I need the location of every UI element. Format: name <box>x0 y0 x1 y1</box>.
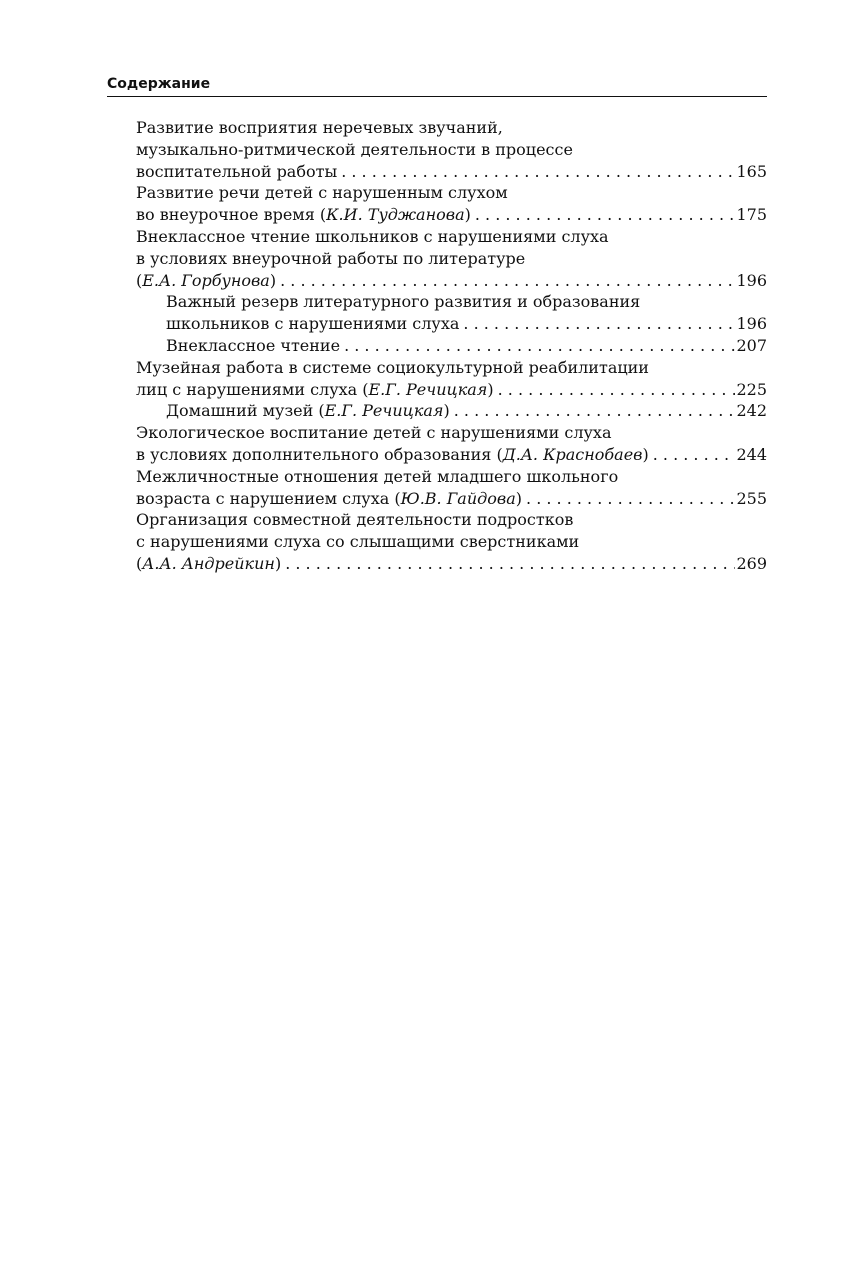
toc-entry-last-line <box>166 400 767 422</box>
toc-entry-title-text <box>136 444 649 466</box>
toc-entry[interactable] <box>136 466 767 510</box>
toc-page-number: 242 <box>736 401 767 421</box>
dot-leader <box>471 204 735 226</box>
dot-leader <box>281 553 735 575</box>
toc-entry-title-line: Важный резерв литературного развития и образования <box>166 292 641 312</box>
toc-entry-title-line: Развитие восприятия неречевых звучаний, <box>136 118 503 137</box>
toc-entry-author: Е.А. Горбунова <box>142 270 270 290</box>
dot-leader <box>522 488 735 510</box>
toc-entry-title-line: Экологическое воспитание детей с нарушениями слуха <box>136 423 612 443</box>
toc-entry-title-line: Развитие речи детей с нарушенным слухом <box>136 183 508 203</box>
toc-entry-title-tail: во внеурочное время ( <box>136 205 327 225</box>
toc-entry-last-line <box>136 270 767 292</box>
toc-entry-title-line: в условиях внеурочной работы по литературе <box>136 248 526 268</box>
dot-leader <box>649 444 735 466</box>
toc-entry-title-line: Музейная работа в системе социокультурной реабилитации <box>136 357 649 377</box>
toc-entry-title-text <box>136 204 471 226</box>
toc-entry-closing-paren: ) <box>642 444 649 464</box>
toc-entry-title-text <box>136 488 522 510</box>
toc-entry-title-line: Организация совместной деятельности подростков <box>136 510 574 530</box>
dot-leader <box>450 400 735 422</box>
toc-entry-title-tail: ( <box>136 553 143 573</box>
toc-entry-title-tail: Домашний музей ( <box>166 401 325 421</box>
toc-entry[interactable] <box>136 182 767 226</box>
toc-entry-last-line <box>136 553 767 575</box>
toc-entry[interactable] <box>136 117 767 182</box>
toc-page-number: 207 <box>736 335 767 355</box>
toc-entry-last-line <box>166 335 767 357</box>
toc-page-number: 269 <box>736 553 767 573</box>
toc-entry-title-line: с нарушениями слуха со слышащими сверстниками <box>136 532 580 552</box>
toc-entry-title-text <box>166 400 450 422</box>
toc-entry[interactable] <box>136 509 767 574</box>
toc-entry-title-tail: в условиях дополнительного образования ( <box>136 444 503 464</box>
toc-entry[interactable] <box>136 226 767 291</box>
page-header-title: Содержание <box>107 76 211 92</box>
toc-entry-title-text <box>136 553 281 575</box>
toc-entry-last-line <box>136 161 767 183</box>
toc-entry-closing-paren: ) <box>464 205 471 225</box>
toc-entry-closing-paren: ) <box>515 488 523 508</box>
toc-entry-title-tail: лиц с нарушениями слуха ( <box>136 379 369 399</box>
dot-leader <box>337 161 735 183</box>
dot-leader <box>459 313 735 335</box>
dot-leader <box>276 270 735 292</box>
table-of-contents <box>136 117 767 575</box>
toc-entry-last-line <box>136 488 767 510</box>
toc-entry-closing-paren: ) <box>269 270 277 290</box>
toc-entry[interactable] <box>136 291 767 335</box>
toc-entry-title-text <box>136 270 276 292</box>
toc-page-number: 196 <box>736 314 767 334</box>
toc-entry-title-tail: Внеклассное чтение <box>166 335 341 355</box>
toc-entry-title-tail: воспитательной работы <box>136 161 338 181</box>
toc-entry-title-line: Межличностные отношения детей младшего школьного <box>136 466 619 486</box>
toc-entry-last-line <box>136 379 767 401</box>
toc-entry-title-text <box>166 313 459 335</box>
toc-entry-last-line <box>166 313 767 335</box>
toc-entry-author: Д.А. Краснобаев <box>502 444 643 464</box>
toc-entry-author: А.А. Андрейкин <box>142 553 275 573</box>
toc-entry-author: К.И. Туджанова <box>326 205 465 225</box>
toc-entry-last-line <box>136 204 767 226</box>
toc-entry[interactable] <box>136 335 767 357</box>
toc-entry[interactable] <box>136 400 767 422</box>
toc-entry-title-text <box>136 379 494 401</box>
toc-entry[interactable] <box>136 422 767 466</box>
toc-entry-title-tail: возраста с нарушением слуха ( <box>136 488 401 508</box>
dot-leader <box>494 379 735 401</box>
toc-entry-closing-paren: ) <box>443 401 450 421</box>
toc-entry-last-line <box>136 444 767 466</box>
toc-entry-title-tail: ( <box>136 270 143 290</box>
toc-entry-title-text <box>136 161 337 183</box>
toc-entry-closing-paren: ) <box>487 379 494 399</box>
toc-page-number: 175 <box>736 205 767 225</box>
dot-leader <box>340 335 735 357</box>
toc-page-number: 244 <box>736 444 767 464</box>
toc-entry-author: Ю.В. Гайдова <box>400 488 516 508</box>
toc-entry[interactable] <box>136 357 767 401</box>
toc-entry-author: Е.Г. Речицкая <box>368 379 488 399</box>
toc-entry-title-text <box>166 335 340 357</box>
toc-entry-title-line: музыкально-ритмической деятельности в процессе <box>136 139 573 159</box>
toc-page-number: 225 <box>736 379 767 399</box>
toc-entry-title-tail: школьников с нарушениями слуха <box>166 314 460 334</box>
running-head <box>107 74 767 97</box>
toc-entry-closing-paren: ) <box>274 553 282 573</box>
toc-page-number: 196 <box>736 270 767 290</box>
toc-entry-title-line: Внеклассное чтение школьников с нарушениями слуха <box>136 226 609 246</box>
toc-entry-author: Е.Г. Речицкая <box>324 401 444 421</box>
toc-page-number: 165 <box>736 161 767 181</box>
toc-page-number: 255 <box>736 488 767 508</box>
